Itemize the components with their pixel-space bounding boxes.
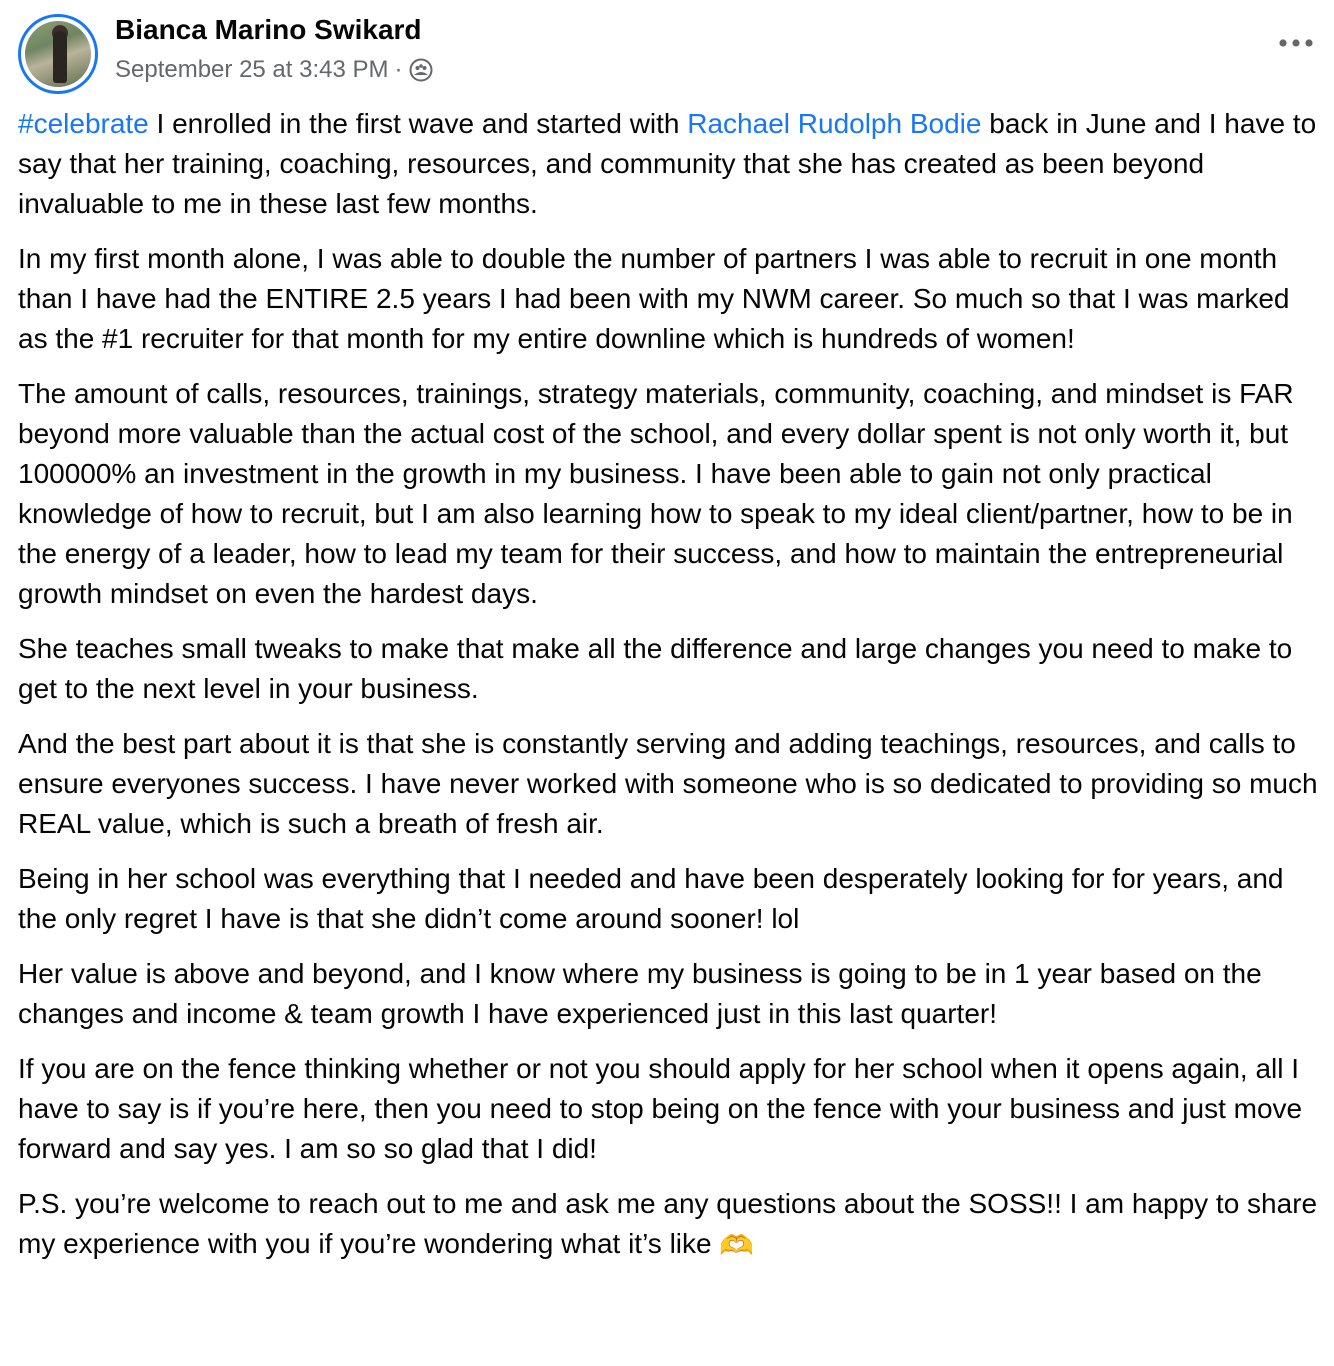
group-members-icon[interactable] <box>409 58 433 82</box>
post-paragraph-8: If you are on the fence thinking whether or not you should apply for her school when it opens again, all I have to say is if you’re here, then you need to stop being on the fence with your business and just move forward and say yes. I am so so glad that I did! <box>18 1053 1303 1164</box>
post-paragraph-2: In my first month alone, I was able to double the number of partners I was able to recruit in one month than I have had the ENTIRE 2.5 years I had been with my NWM career. So much so that I was marked as the #1 recruiter for that month for my entire downline which is hundreds of women! <box>18 243 1290 354</box>
post-text: I enrolled in the first wave and started with <box>148 108 688 139</box>
heart-hands-emoji: 🫶 <box>719 1230 755 1261</box>
author-avatar[interactable] <box>18 14 98 94</box>
post-message <box>18 104 1322 1281</box>
post-paragraph-9 <box>18 1184 1322 1266</box>
avatar-figure-shape <box>53 31 67 83</box>
post-paragraph-3: The amount of calls, resources, trainings, strategy materials, community, coaching, and mindset is FAR beyond more valuable than the actual cost of the school, and every dollar spent is not only worth it, but 100000% an investment in the growth in my business. I have been able to gain not only practical knowledge of how to recruit, but I am also learning how to speak to my ideal client/partner, how to be in the energy of a leader, how to lead my team for their success, and how to maintain the entrepreneurial growth mindset on even the hardest days. <box>18 378 1294 609</box>
more-options-button[interactable] <box>1274 28 1318 58</box>
post-meta <box>115 56 433 84</box>
author-name[interactable]: Bianca Marino Swikard <box>115 14 422 45</box>
post-paragraph-4: She teaches small tweaks to make that make all the difference and large changes you need to make to get to the next level in your business. <box>18 633 1293 704</box>
profile-photo <box>25 21 91 87</box>
post-header <box>18 10 1318 90</box>
post-text: P.S. you’re welcome to reach out to me and ask me any questions about the SOSS!! I am happy to share my experience with you if you’re wondering what it’s like <box>18 1188 1318 1259</box>
post-paragraph-1 <box>18 104 1322 224</box>
post-timestamp[interactable]: September 25 at 3:43 PM <box>115 56 389 83</box>
hashtag-link[interactable]: #celebrate <box>18 108 149 139</box>
mention-link[interactable]: Rachael Rudolph Bodie <box>687 108 982 139</box>
post-paragraph-7: Her value is above and beyond, and I know where my business is going to be in 1 year based on the changes and income & team growth I have experienced just in this last quarter! <box>18 958 1262 1029</box>
meta-separator: · <box>394 56 403 83</box>
more-options-icon <box>1278 38 1314 48</box>
post-text: back in June and I have to say that her training, coaching, resources, and community that she has created as been beyond invaluable to me in these last few months. <box>18 108 1317 219</box>
post-paragraph-6: Being in her school was everything that I needed and have been desperately looking for for years, and the only regret I have is that she didn’t come around sooner! lol <box>18 863 1284 934</box>
post-paragraph-5: And the best part about it is that she is constantly serving and adding teachings, resources, and calls to ensure everyones success. I have never worked with someone who is so dedicated to providing so much REAL value, which is such a breath of fresh air. <box>18 728 1318 839</box>
